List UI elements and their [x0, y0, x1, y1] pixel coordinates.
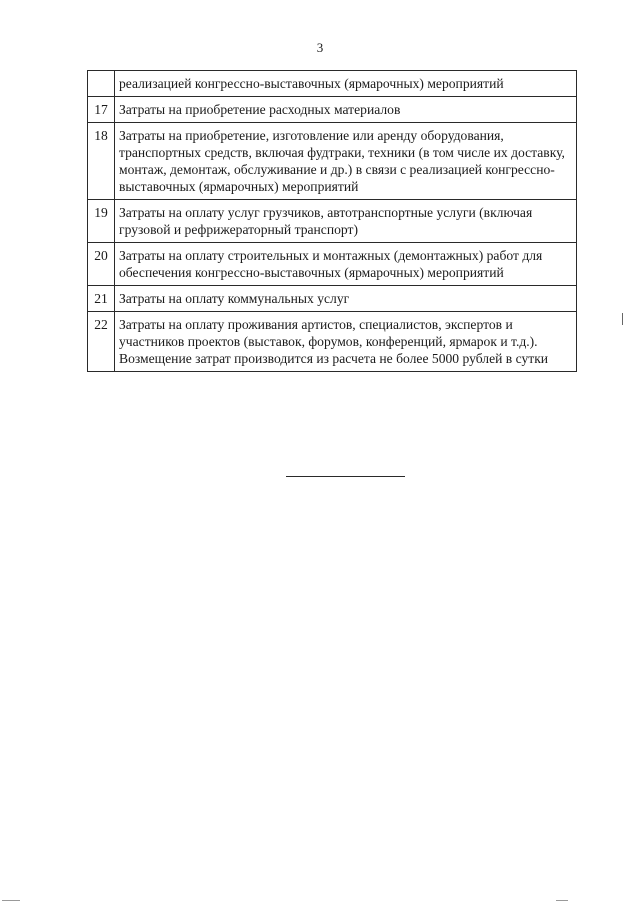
table-row [88, 71, 577, 97]
row-description: Затраты на оплату строительных и монтажных (демонтажных) работ для обеспечения конгрессно-выставочных (ярмарочных) мероприятий [115, 243, 577, 286]
row-description: Затраты на оплату проживания артистов, специалистов, экспертов и участников проектов (выставок, форумов, конференций, ярмарок и т.д.). Возмещение затрат производится из расчета не более 5000 рублей в сутки [115, 312, 577, 372]
row-description: Затраты на приобретение расходных материалов [115, 97, 577, 123]
row-number: 22 [88, 312, 115, 372]
scan-corner-mark [556, 900, 568, 901]
closing-rule [286, 476, 405, 477]
expenses-table [87, 70, 577, 372]
page-number: 3 [316, 40, 324, 55]
margin-mark [622, 313, 623, 325]
row-number: 20 [88, 243, 115, 286]
table-row [88, 312, 577, 372]
scan-corner-mark [2, 900, 20, 901]
row-number: 21 [88, 286, 115, 312]
table-row [88, 97, 577, 123]
row-number: 17 [88, 97, 115, 123]
row-number: 18 [88, 123, 115, 200]
row-description: реализацией конгрессно-выставочных (ярмарочных) мероприятий [115, 71, 577, 97]
row-description: Затраты на оплату коммунальных услуг [115, 286, 577, 312]
table-row [88, 123, 577, 200]
row-number [88, 71, 115, 97]
row-number: 19 [88, 200, 115, 243]
row-description: Затраты на приобретение, изготовление или аренду оборудования, транспортных средств, включая фудтраки, техники (в том числе их доставку, монтаж, демонтаж, обслуживание и др.) в связи с реализацией конгрессно-выставочных (ярмарочных) мероприятий [115, 123, 577, 200]
row-description: Затраты на оплату услуг грузчиков, автотранспортные услуги (включая грузовой и рефрижераторный транспорт) [115, 200, 577, 243]
table-row [88, 243, 577, 286]
table-row [88, 200, 577, 243]
table-row [88, 286, 577, 312]
